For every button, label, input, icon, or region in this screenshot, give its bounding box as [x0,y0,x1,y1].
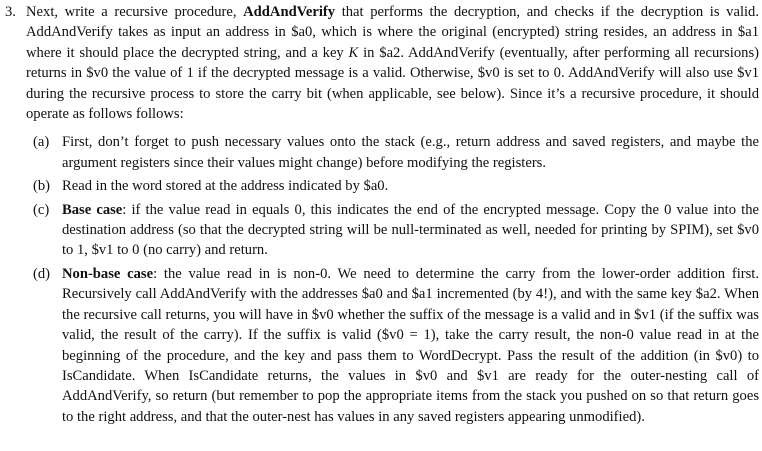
problem-number: 3. [5,4,16,20]
procedure-name: AddAndVerify [243,4,336,20]
step-c-heading: Base case [62,201,123,218]
step-a-text: First, don’t forget to push necessary values onto the stack (e.g., return address and saved registers, and maybe the argument registers since their values might change) before modifying the registers. [62,134,759,171]
step-list [5,132,759,427]
step-b-text: Read in the word stored at the address indicated by $a0. [62,178,389,195]
step-b-label: (b) [33,178,51,195]
key-variable: K [348,44,359,61]
problem-intro-part1: Next, write a recursive procedure, [26,4,244,20]
step-c [26,200,759,261]
problem-intro-part2: that performs the decryption, and checks if the decryption is valid. AddAndVerify takes as input an address in $a0, which is where the original (encrypted) string resides, an address in $a1 where it should place the decrypted string, and a key [26,4,759,61]
step-c-text: : if the value read in equals 0, this indicates the end of the encrypted message. Copy the 0 value into the destination address (so that the decrypted string will be null-terminated as well, needed for printing by SPIM), set $v0 to 1, $v1 to 0 (no carry) and return. [62,201,759,259]
step-b [26,176,759,196]
step-d [26,264,759,427]
step-a [26,132,759,173]
step-a-label: (a) [33,134,50,151]
document-body [5,2,759,430]
step-d-text: : the value read in is non-0. We need to determine the carry from the lower-order addition first. Recursively call AddAndVerify with the addresses $a0 and $a1 incremented (by 4!), and with the same key $a2. When the recursive call returns, you will have in $v0 whether the suffix of the message is a valid and in $v1 (if the suffix was valid, the result of the carry). If the suffix is valid ($v0 = 1), take the carry result, the non-0 value read in at the beginning of the procedure, and the key and pass them to WordDecrypt. Pass the result of the addition (in $v0) to IsCandidate. When IsCandidate returns, the values in $v0 and $v1 are ready for the outer-nesting call of AddAndVerify, so return (but remember to pop the appropriate items from the stack you pushed on so that return goes to the right address, and that the outer-nest has values in any saved registers appearing unmodified). [62,265,759,425]
problem-item [5,2,759,124]
problem-intro-part3: in $a2. AddAndVerify (eventually, after performing all recursions) returns in $v0 the value of 1 if the decrypted message is a valid. Otherwise, $v0 is set to 0. AddAndVerify will also use $v1 during the recursive process to store the carry bit (when applicable, see below). Since it’s a recursive procedure, it should operate as follows follows: [26,44,759,123]
step-d-heading: Non-base case [62,265,154,282]
step-d-label: (d) [33,265,51,282]
step-c-label: (c) [33,201,50,218]
